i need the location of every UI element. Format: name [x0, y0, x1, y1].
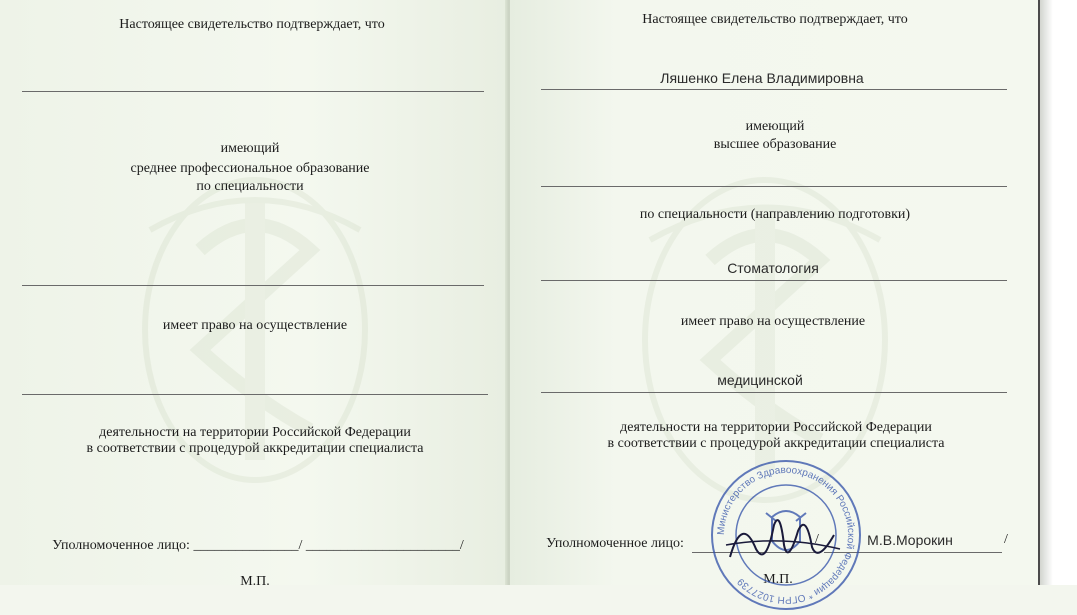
stamp-ring-text: Министерство Здравоохранения Российской Федерации * ОГРН 1027739	[715, 464, 857, 606]
having-text: имеющий	[745, 119, 805, 134]
education-text: высшее образование	[713, 137, 837, 152]
name-line	[22, 91, 484, 92]
activity-text-1: деятельности на территории Российской Федерации	[620, 420, 932, 435]
authorized-person-label: Уполномоченное лицо:	[546, 536, 684, 551]
signer-name: М.В.Морокин	[867, 532, 953, 548]
activity-line	[22, 394, 488, 395]
handwritten-signature	[722, 505, 842, 575]
activity-text-2: в соответствии с процедурой аккредитации специалиста	[86, 441, 424, 456]
having-text: имеющий	[220, 141, 280, 156]
activity-line	[541, 392, 1007, 393]
specialty-label: по специальности (направлению подготовки)	[639, 207, 911, 222]
caduceus-watermark	[0, 0, 508, 585]
activity-text-2: в соответствии с процедурой аккредитации специалиста	[607, 436, 945, 451]
certificate-left-page	[0, 0, 508, 589]
certificate-right-page	[510, 0, 1038, 606]
holder-name: Ляшенко Елена Владимировна	[660, 70, 864, 86]
education-text: среднее профессиональное образование	[130, 161, 370, 176]
specialty-value: Стоматология	[727, 260, 819, 276]
education-line	[541, 186, 1007, 187]
specialty-line	[22, 285, 484, 286]
slash-separator: /	[1004, 532, 1008, 547]
name-line	[541, 89, 1007, 90]
header-text: Настоящее свидетельство подтверждает, что	[119, 17, 385, 32]
page-edge	[1038, 0, 1077, 585]
right-to-text: имеет право на осуществление	[680, 314, 866, 329]
specialty-line	[541, 280, 1007, 281]
seal-label: М.П.	[763, 572, 793, 587]
seal-label: М.П.	[240, 574, 270, 589]
header-text: Настоящее свидетельство подтверждает, что	[642, 12, 908, 27]
specialty-label: по специальности	[196, 179, 304, 194]
activity-type: медицинской	[717, 372, 803, 388]
authorized-person-line: Уполномоченное лицо: _______________/ ______________________/	[52, 538, 464, 553]
right-to-text: имеет право на осуществление	[162, 318, 348, 333]
slash-separator: /	[815, 532, 819, 547]
activity-text-1: деятельности на территории Российской Федерации	[99, 425, 411, 440]
